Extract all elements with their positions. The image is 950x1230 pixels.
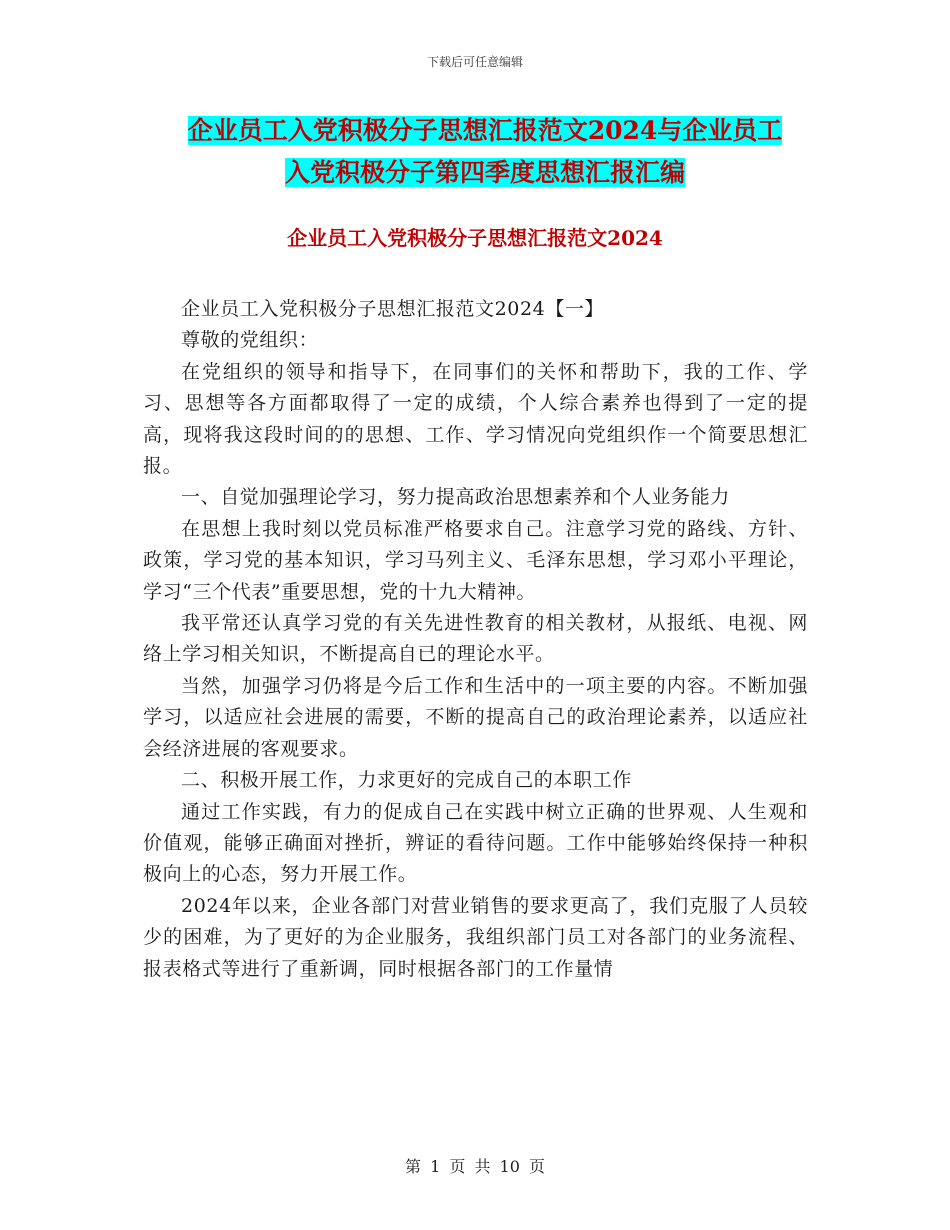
paragraph: 在党组织的领导和指导下，在同事们的关怀和帮助下，我的工作、学习、思想等各方面都取得了一定的成绩，个人综合素养也得到了一定的提高，现将我这段时间的的思想、工作、学习情况向党组织作一个简要思想汇报。 [143,360,808,478]
document-title-line1: 企业员工入党积极分子思想汇报范文2024与企业员工 [187,116,783,145]
paragraph-salutation: 尊敬的党组织： [181,329,319,352]
paragraph: 当然，加强学习仍将是今后工作和生活中的一项主要的内容。不断加强学习，以适应社会进展的需要，不断的提高自己的政治理论素养，以适应社会经济进展的客观要求。 [143,674,808,760]
header-note: 下载后可任意编辑 [426,55,523,69]
paragraph-heading-one: 企业员工入党积极分子思想汇报范文2024【一】 [181,298,605,320]
paragraph: 在思想上我时刻以党员标准严格要求自己。注意学习党的路线、方针、政策，学习党的基本知识，学习马列主义、毛泽东思想，学习邓小平理论，学习“三个代表”重要思想，党的十九大精神。 [143,517,808,603]
paragraph: 通过工作实践，有力的促成自己在实践中树立正确的世界观、人生观和价值观，能够正确面对挫折，辨证的看待问题。工作中能够始终保持一种积极向上的心态，努力开展工作。 [143,800,808,886]
document-title-line2: 入党积极分子第四季度思想汇报汇编 [284,158,685,187]
paragraph-section-heading: 二、积极开展工作，力求更好的完成自己的本职工作 [181,769,632,792]
document-title [140,110,830,194]
section-title: 企业员工入党积极分子思想汇报范文2024 [287,226,663,250]
paragraph: 我平常还认真学习党的有关先进性教育的相关教材，从报纸、电视、网络上学习相关知识，不断提高自已的理论水平。 [143,612,808,666]
page-footer: 第 1 页 共 10 页 [405,1157,545,1176]
paragraph: 2024年以来，企业各部门对营业销售的要求更高了，我们克服了人员较少的困难，为了更好的为企业服务，我组织部门员工对各部门的业务流程、报表格式等进行了重新调，同时根据各部门的工作量情 [143,894,808,980]
document-body [143,294,808,985]
paragraph-section-heading: 一、自觉加强理论学习，努力提高政治思想素养和个人业务能力 [181,486,730,509]
